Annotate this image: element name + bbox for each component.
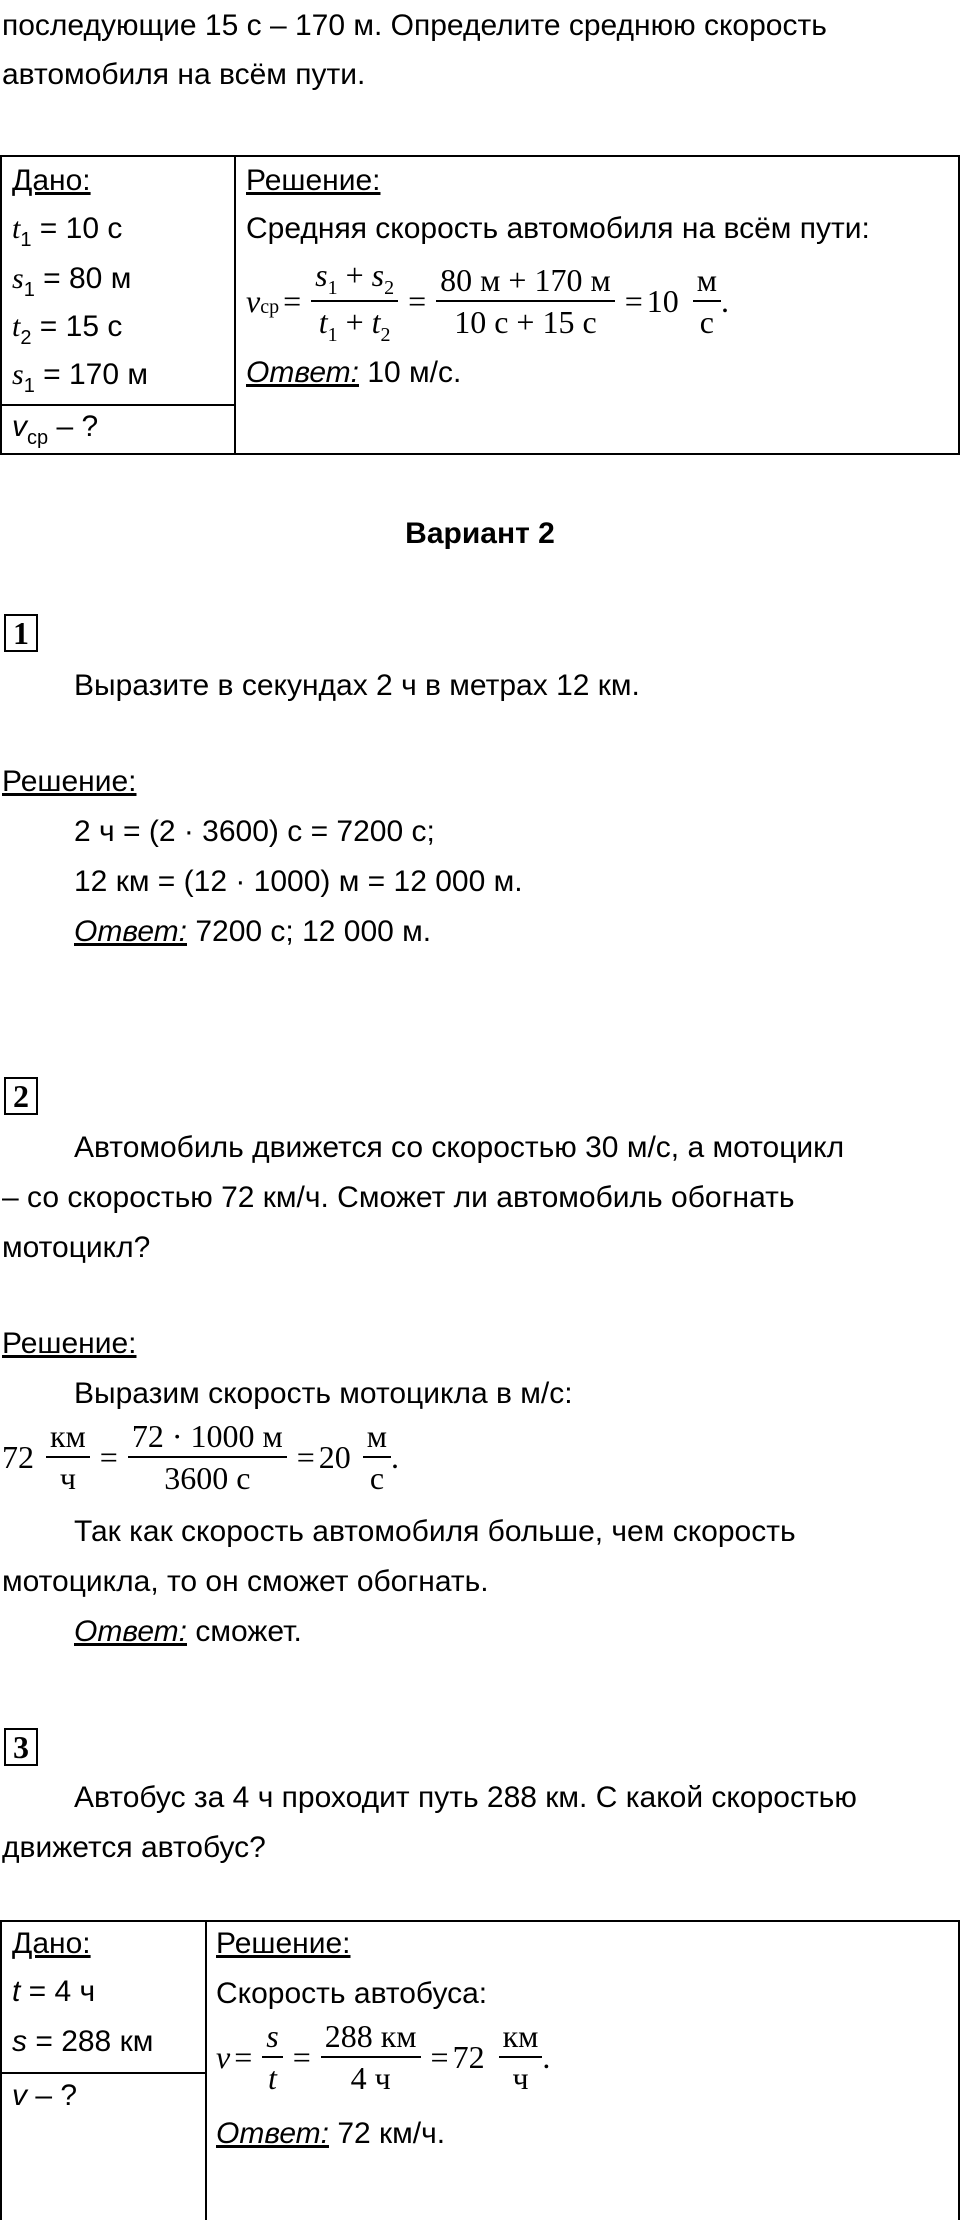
given-item: $t_1 = 10$ с: [12, 212, 123, 251]
solution-label: Решение:: [246, 164, 381, 197]
given-solution-table-1: [0, 155, 960, 455]
given-label: Дано:: [12, 164, 91, 197]
variant-heading: Вариант 2: [405, 517, 555, 550]
task2-question-line: – со скоростью 72 км/ч. Сможет ли автомобиль обогнать: [2, 1181, 795, 1214]
task-number-box: 1: [4, 614, 38, 652]
unit-fraction: $\frac{м}{с}$: [363, 1418, 391, 1496]
task1-answer: Ответ: 7200 с; 12 000 м.: [74, 915, 432, 948]
task1-solution-line: 2 ч = (2 · 3600) с = 7200 с;: [74, 815, 435, 848]
speed-conversion-formula: 72 $\frac{км}{ч}$ = $\frac{72 \cdot 1000 м}{3600 с}$ = 20 $\frac{м}{с}$ .: [2, 1418, 400, 1496]
intro-line-2: автомобиля на всём пути.: [2, 58, 366, 91]
task3-question-line: движется автобус?: [2, 1831, 266, 1864]
given-solution-table-3: [0, 1920, 960, 2220]
task2-solution-label: Решение:: [2, 1327, 137, 1360]
solution-text: Скорость автобуса:: [216, 1977, 488, 2010]
bus-speed-formula: v = $\frac{s}{t}$ = $\frac{288 км}{4 ч}$ = 72 $\frac{км}{ч}$ .: [216, 2018, 551, 2096]
given-item: t = 4 ч: [12, 1975, 96, 2008]
unit-fraction: $\frac{м}{с}$: [693, 262, 721, 340]
solution-text: Средняя скорость автомобиля на всём пути:: [246, 212, 870, 245]
task2-question-line: Автомобиль движется со скоростью 30 м/с, а мотоцикл: [74, 1131, 845, 1164]
given-item: $s_1 = 170$ м: [12, 358, 149, 397]
task2-solution-line: Выразим скорость мотоцикла в м/с:: [74, 1377, 573, 1410]
task2-question-line: мотоцикл?: [2, 1231, 151, 1264]
task1-solution-label: Решение:: [2, 765, 137, 798]
given-label: Дано:: [12, 1927, 91, 1960]
table-divider: [234, 157, 236, 453]
task1-solution-line: 12 км = (12 · 1000) м = 12 000 м.: [74, 865, 523, 898]
numeric-fraction: $\frac{288 км}{4 ч}$: [321, 2018, 421, 2096]
task1-question: Выразите в секундах 2 ч в метрах 12 км.: [74, 669, 640, 702]
symbolic-fraction: $\frac{s_1 + s_2}{t_1 + t_2}$: [311, 257, 398, 345]
find-item: v – ?: [12, 2079, 78, 2112]
task2-conclusion-line: мотоцикла, то он сможет обогнать.: [2, 1565, 489, 1598]
table-divider: [205, 1922, 207, 2220]
find-item: $v_{ср}$ – ?: [12, 410, 99, 449]
answer-line: Ответ: 72 км/ч.: [216, 2117, 446, 2150]
intro-line-1: последующие 15 с – 170 м. Определите среднюю скорость: [2, 9, 827, 42]
task3-question-line: Автобус за 4 ч проходит путь 288 км. С какой скоростью: [74, 1781, 857, 1814]
given-item: $s_1 = 80$ м: [12, 262, 132, 301]
table-divider: [2, 404, 234, 406]
given-item: s = 288 км: [12, 2025, 154, 2058]
average-speed-formula: v ср = $\frac{s_1 + s_2}{t_1 + t_2}$ = $\frac{80 м + 170 м}{10 с + 15 с}$ = 10 $\frac{м}{с}$ .: [246, 257, 729, 346]
table-divider: [2, 2072, 205, 2074]
solution-label: Решение:: [216, 1927, 351, 1960]
unit-fraction: $\frac{км}{ч}$: [499, 2018, 543, 2096]
answer-line: Ответ: 10 м/с.: [246, 356, 462, 389]
symbolic-fraction: $\frac{s}{t}$: [262, 2018, 282, 2096]
task-number-box: 2: [4, 1077, 38, 1115]
task2-answer: Ответ: сможет.: [74, 1615, 302, 1648]
numeric-fraction: $\frac{72 \cdot 1000 м}{3600 с}$: [128, 1418, 287, 1496]
given-item: $t_2 = 15$ с: [12, 310, 123, 349]
task-number-box: 3: [4, 1728, 38, 1766]
numeric-fraction: $\frac{80 м + 170 м}{10 с + 15 с}$: [436, 262, 615, 340]
task2-conclusion-line: Так как скорость автомобиля больше, чем скорость: [74, 1515, 796, 1548]
unit-fraction: $\frac{км}{ч}$: [46, 1418, 90, 1496]
